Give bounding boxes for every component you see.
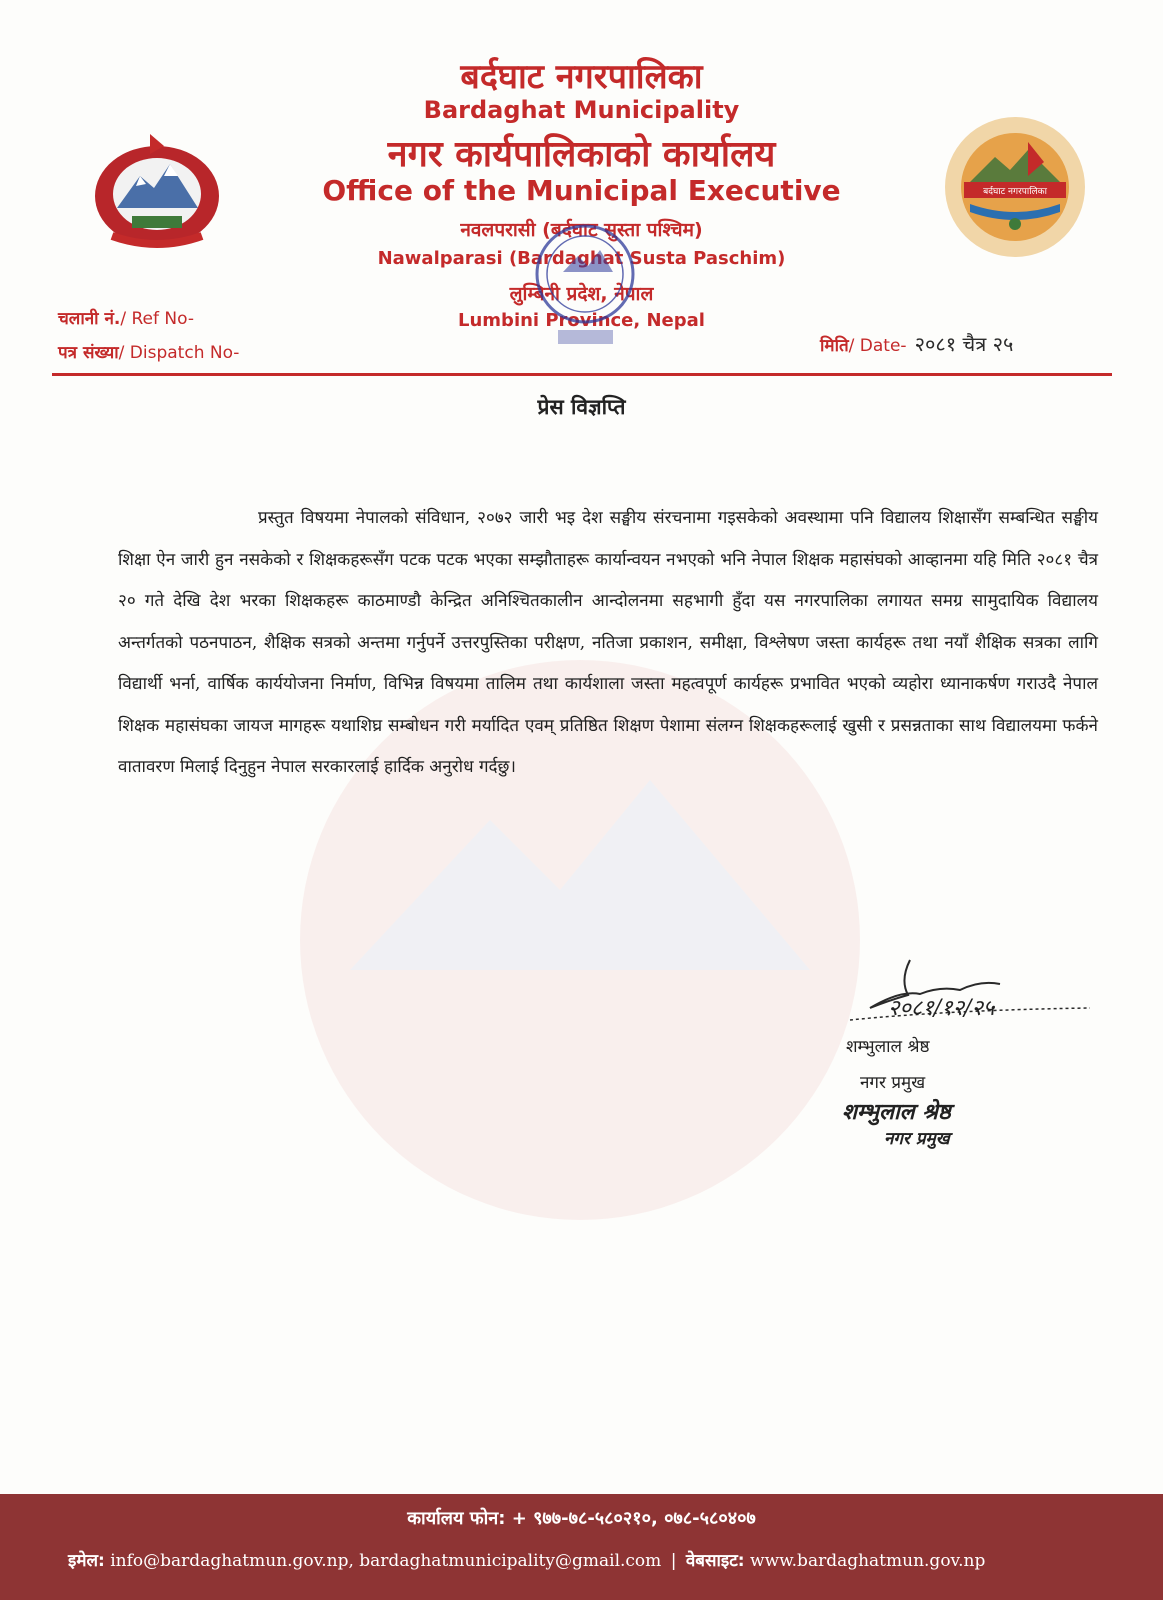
website-label: वेबसाइट: [685, 1551, 745, 1571]
stamp-title: नगर प्रमुख [884, 1129, 950, 1149]
footer-separator: | [670, 1551, 677, 1571]
email-value: info@bardaghatmun.gov.np, bardaghatmunicipality@gmail.com [110, 1551, 662, 1571]
handwritten-date: २०८१/१२/२५ [888, 996, 995, 1021]
date-label: मिति/ Date- २०८१ चैत्र २५ [820, 332, 1014, 356]
footer-phone: कार्यालय फोन: + ९७७-७८-५८०२१०, ०७८-५८०४०७ [407, 1508, 756, 1529]
document-title: प्रेस विज्ञप्ति [537, 395, 626, 419]
stamp-name: शम्भुलाल श्रेष्ठ [842, 1100, 951, 1125]
signer-title: नगर प्रमुख [860, 1073, 926, 1093]
district-np: नवलपरासी (बर्दघाट सुस्ता पश्चिम) [460, 219, 703, 241]
footer-contact [68, 1548, 985, 1571]
district-en: Nawalparasi (Bardaghat Susta Paschim) [377, 248, 786, 269]
org-name-en: Bardaghat Municipality [423, 96, 740, 124]
website-value: www.bardaghatmun.gov.np [750, 1551, 986, 1571]
province-en: Lumbini Province, Nepal [458, 310, 705, 331]
office-stamp [528, 212, 643, 352]
logo-right-text: बर्दघाट नगरपालिका [983, 187, 1047, 197]
office-name-en: Office of the Municipal Executive [322, 174, 841, 207]
province-np: लुम्बिनी प्रदेश, नेपाल [509, 283, 654, 305]
signer-name: शम्भुलाल श्रेष्ठ [846, 1037, 930, 1057]
date-value: २०८१ चैत्र २५ [914, 332, 1014, 356]
ref-no-label: चलानी नं./ Ref No- [58, 309, 194, 329]
press-release-body: प्रस्तुत विषयमा नेपालको संविधान, २०७२ जारी भइ देश सङ्घीय संरचनामा गइसकेको अवस्थामा पनि विद्यालय शिक्षासँग सम्बन्धित सङ्घीय शिक्षा ऐन जारी हुन नसकेको र शिक्षकहरूसँग पटक पटक भएका सम्झौताहरू कार्यान्वयन नभएको भनि नेपाल शिक्षक महासंघको आव्हानमा यहि मिति २०८१ चैत्र २० गते देखि देश भरका शिक्षकहरू काठमाण्डौ केन्द्रित अनिश्चितकालीन आन्दोलनमा सहभागी हुँदा यस नगरपालिका लगायत समग्र सामुदायिक विद्यालय अन्तर्गतको पठनपाठन, शैक्षिक सत्रको अन्तमा गर्नुपर्ने उत्तरपुस्तिका परीक्षण, नतिजा प्रकाशन, समीक्षा, विश्लेषण जस्ता कार्यहरू तथा नयाँ शैक्षिक सत्रका लागि विद्यार्थी भर्ना, वार्षिक कार्ययोजना निर्माण, विभिन्न विषयमा तालिम तथा कार्यशाला जस्ता महत्वपूर्ण कार्यहरू प्रभावित भएको व्यहोरा ध्यानाकर्षण गराउदै नेपाल शिक्षक महासंघका जायज मागहरू यथाशिघ्र सम्बोधन गरी मर्यादित एवम् प्रतिष्ठित शिक्षण पेशामा संलग्न शिक्षकहरूलाई खुसी र प्रसन्नताका साथ विद्यालयमा फर्कने वातावरण मिलाई दिनुहुन नेपाल सरकारलाई हार्दिक अनुरोध गर्दछु। [118, 508, 1098, 777]
dispatch-no-label: पत्र संख्या/ Dispatch No- [58, 343, 240, 363]
email-label: इमेल: [68, 1551, 105, 1571]
header-divider [52, 373, 1112, 376]
org-name-np: बर्दघाट नगरपालिका [460, 57, 703, 97]
office-name-np: नगर कार्यपालिकाको कार्यालय [387, 134, 776, 175]
footer [0, 1494, 1163, 1600]
